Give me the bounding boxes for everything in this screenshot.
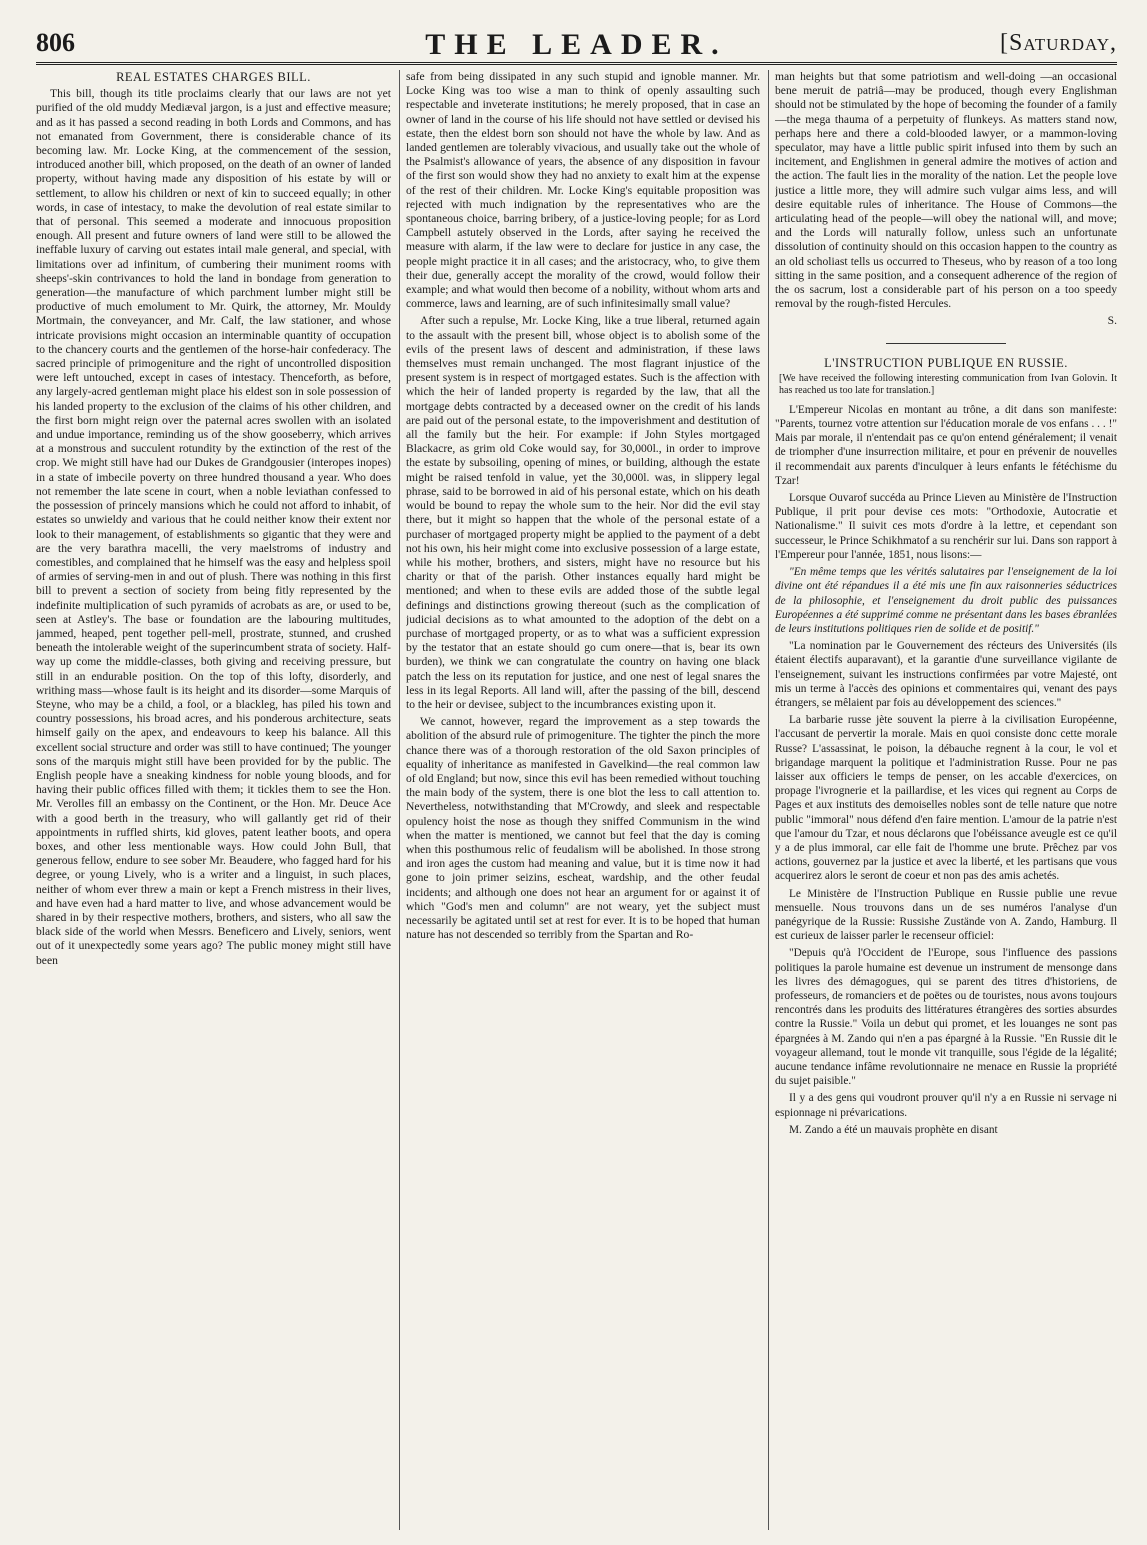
article-paragraph: La barbarie russe jète souvent la pierre à la civilisation Européenne, l'accusant de pervertir la morale. Mais en quoi consiste donc cette morale Russe? L'assassinat, le poison, la débauche regnent à la cour, le vol et brigandage marquent la politique et l'administration Russe. Pour ne pas laisser aux officiers le temps de penser, on les accable d'exercices, on propage l'ivrognerie et la paillardise, et les vices qui regnent au Corps de Pages et aux instituts des demoiselles nobles sont de telle nature que notre public "immoral" nous défend d'en faire mention. L'amour de la patrie n'est que l'amour du Tzar, et nous déclarons que l'obéissance aveugle est ce qu'il y a de plus immoral, car elle fait de l'homme une brute. Prêchez par vos actions, gouvernez par la justice et avec la liberté, et les partisans que vous acquerirez alors le seront de coeur et non pas des amis achetés. bbox=[775, 714, 1117, 883]
article-heading: L'INSTRUCTION PUBLIQUE EN RUSSIE. bbox=[824, 355, 1068, 370]
newspaper-title: THE LEADER. bbox=[425, 28, 728, 61]
article-paragraph: Le Ministère de l'Instruction Publique en Russie publie une revue mensuelle. Nous trouvons dans un de ses numéros l'analyse d'un panégyrique de la Russie: Russishe Zustände von A. Zando, Hamburg. Il est curieux de laisser parler le recenseur officiel: bbox=[775, 887, 1117, 943]
article-heading: REAL ESTATES CHARGES BILL. bbox=[116, 70, 311, 84]
article-paragraph: After such a repulse, Mr. Locke King, like a true liberal, returned again to the assault with the present bill, whose object is to abolish some of the evils of the present laws of descent and administration, if these laws themselves must remain unchanged. The most flagrant injustice of the present system is in respect of mortgaged estates. Such is the affection with which the heir of landed property is regarded by the law, that all the mortgage debts contracted by a deceased owner on the credit of his lands are paid out of the personal estate, to the impoverishment and destitution of all the family but the heir. For example: if John Styles mortgaged Blackacre, as grim old Coke would say, for 30,000l., in order to improve the estate by subsoiling, opening of mines, or building, although the estate might be raised tenfold in value, yet the 30,000l. was, in slippery legal phrase, said to be borrowed in aid of his personal estate, which on his death would be bound to repay the whole sum to the heir. Nor did the evil stay there, but it might so happen that the whole of the personal estate of a purchaser of mortgaged property might be applied to the payment of a debt not his own, his heir might come into exclusive possession of a large estate, while his mother, brothers, and sisters, might have no resource but his charity or that of the parish. Other instances equally hard might be mentioned; and when to these evils are added those of the subtle legal definings and distinctions growing thereout (such as the complication of judicial decisions as to what amounted to the adoption of the debt on a purchase of mortgaged property, or as to what was a sufficient expression by the testator that an estate should go cum onere—that is, bear its own burden), we think we can congratulate the country on having one black patch the less on its reputation for justice, and one nest of legal snares the less in its legal Reports. All land will, after the passing of the bill, descend to the heir or devisee, subject to the incumbrances existing upon it. bbox=[406, 314, 760, 711]
editor-note: [We have received the following interesting communication from Ivan Golovin. It has reached us too late for translation.] bbox=[779, 372, 1117, 396]
masthead bbox=[36, 28, 1117, 65]
article-paragraph: L'Empereur Nicolas en montant au trône, a dit dans son manifeste: "Parents, tournez votre attention sur l'éducation morale de vos enfans . . . !" Mais par morale, il n'entendait pas ce qu'on entend généralement; il venait de triompher d'une insurrection militaire, et pour en prévenir de nouvelles il recommendait aux parents d'inculquer à leurs enfants le fétéchisme du Tzar! bbox=[775, 403, 1117, 487]
column-rule bbox=[768, 70, 769, 1530]
article-paragraph: This bill, though its title proclaims clearly that our laws are not yet purified of the old muddy Mediæval jargon, is a just and effective measure; and as it has passed a second reading in both Lords and Commons, and has not emanated from Government, there is considerable chance of its becoming law. Mr. Locke King, at the commencement of the session, introduced another bill, which proposed, on the death of an owner of landed property, without having made any disposition of his estate by will or settlement, to allow his children or next of kin to succeed equally; in other words, in case of intestacy, to make the devolution of real estate similar to that of personal. This seemed a moderate and innocuous proposition enough. All present and future owners of land were still to be allowed the ineffable luxury of carving out estates intail male general, and special, with limitations over ad infinitum, of cumbering their muniment rooms with sheeps'-skin contrivances to hold the land in bondage from generation to generation—the manufacture of which parchment lumber might still be productive of much emolument to Mr. Quirk, the attorney, Mr. Mouldy Mortmain, the conveyancer, and Mr. Calf, the law stationer, and whose intricate provisions might occasion an interminable quantity of occupation to the chancery courts and the gentlemen of the horse-hair confederacy. The sacred principle of primogeniture and the right of uncontrolled disposition were left untouched, except in cases of intestacy. Thenceforth, as before, any largely-acred gentleman might place his eldest son in sole possession of his landed property to the exclusion of the claims of his other children, and the first born might reign over the paternal acres swollen with an isolated and undue importance, reminding us of the show gooseberry, which arrives at a monstrous and succulent rotundity by the extinction of the rest of the crop. We might still have had our Dukes de Grandgousier (interopes inopes) in a state of imbecile poverty on three hundred thousand a year. Who does not remember the late scene in court, when a noble leviathan confessed to the possession of princely mansions which he could not afford to inhabit, of estates so unwieldy and various that he could neither know their extent nor look to their management, of establishments so gigantic that they were and are the very barathra macelli, the very maelstroms of industry and comestibles, and complained that he himself was the easy and helpless spoil of armies of serving-men in and out of plush. There was nothing in this first bill to prevent a section of society from being fitly represented by the indefinite multiplication of such pyramids of acrobats as are, or used to be, seen at Astley's. The base or foundation are the labouring multitudes, jammed, heaped, pent together pell-mell, prostrate, stunned, and crushed beneath the intolerable weight of the superincumbent strata of society. Half-way up come the middle-classes, both giving and receiving pressure, but still in an endurable position. On the top of this lofty, disorderly, and writhing mass—whose fault is its height and its disorder—some Marquis of Steyne, who may be a child, a fool, or a blackleg, has piled his town and country possessions, his broad acres, and his ponderous architecture, seats himself gaily on the apex, and endeavours to keep his balance. All this excellent social structure and order was still to have continued; The younger sons of the marquis might still have been provided for by the public. The English people have a sneaking kindness for noble young bloods, and for having their public offices filled with them; it tickles them to see the Hon. Mr. Verolles fill an embassy on the Continent, or the Hon. Mr. Deuce Ace with a good berth in the treasury, who will gallantly get rid of their appointments in ruffled shirts, kid gloves, patent leather boots, and opera boxes, and other less mentionable ways. How could John Bull, that generous fellow, endure to see sober Mr. Beaudere, who fagged hard for his degree, or young Lively, who is a writer and a linguist, in such places, neither of whom ever threw a main or kept a French mistress in their lives, and have even had a hard matter to live, and whose advancement would be shared in by their respective mothers, brothers, and sisters, who all saw the black side of the world when Messrs. Beneficero and Lively, seniors, went out of it unexpectedly some years ago? The public money might still have been bbox=[36, 87, 391, 967]
article-paragraph: Il y a des gens qui voudront prouver qu'il n'y a en Russie ni servage ni espionnage ni prévarications. bbox=[775, 1092, 1117, 1119]
article-paragraph: "La nomination par le Gouvernement des récteurs des Universités (ils étaient électifs auparavant), et la garantie d'une surveillance vigilante de l'enseignement, suivant les instructions confirmées par votre Majesté, ont mis un terme à l'accès des opinions et commentaires qui, venant des pays étrangers, se mêlaient par fois au développement des sciences." bbox=[775, 640, 1117, 709]
article-paragraph: man heights but that some patriotism and well-doing —an occasional bene meruit de patriâ—may be produced, though every Englishman should not be stimulated by the hope of becoming the founder of a family—the mega thauma of a perpetuity of flunkeys. As matters stand now, perhaps here and there a cold-blooded lawyer, or a mammon-loving speculator, may have a little public spirit infused into them by such an incitement, and Englishmen in general admire the motives of action and the action. The fault lies in the morality of the nation. Let the people love justice a little more, they will admire such vulgar aims less, and will desire equitable rules of inheritance. The House of Commons—the articulating head of the people—will obey the national will, and move; and the Lords will naturally follow, unless such an unfortunate dissolution of continuity should on this occasion happen to the country as an old scholiast tells us occurred to Theseus, who by reason of a too long sitting in the same position, and a consequent adherence of the region of the os sacrum, lost a considerable part of his person on a too speedy removal by the rough-fisted Hercules. bbox=[775, 70, 1117, 311]
author-signature: S. bbox=[1107, 314, 1117, 328]
column-1 bbox=[36, 70, 391, 1530]
french-article bbox=[775, 403, 1117, 1137]
article-columns bbox=[36, 70, 1117, 1530]
article-paragraph: safe from being dissipated in any such stupid and ignoble manner. Mr. Locke King was too wise a man to think of openly assaulting such respectable and inveterate institutions; he merely proposed, that in case an owner of land in the course of his life should not have settled or devised his estate, then the eldest born son should not have the whole by law. And as landed gentlemen are tolerably vivacious, and usually take out the whole of the Psalmist's allowance of years, the absence of any disposition in favour of the first son would show they had no anxiety to exalt him at the expense of the rest of their children. Mr. Locke King's equitable proposition was rejected with much indignation by the representatives who are the spontaneous choice, barring bribery, of a justice-loving people; for as Lord Campbell astutely observed in the Lords, after saying he received the measure with alarm, if the law were to declare for justice in any case, the people might practice it in all cases; and the aristocracy, who, to give them their due, generally accept the morality of the crowd, would follow their example; and what would then become of a nobility, without whom arts and commerce, laws and learning, are of such infinitesimally small value? bbox=[406, 70, 760, 311]
quoted-paragraph: "En même temps que les vérités salutaires par l'enseignement de la loi divine ont été répandues il a été mis une fin aux raisonneries séductrices de la philosophie, et l'enseignement du droit public des puissances Européennes a été supprimé comme ne présentant dans les bases ébranlées de leurs institutions politiques rien de solide et de positif." bbox=[775, 566, 1117, 635]
issue-day: [Saturday, bbox=[999, 30, 1117, 56]
column-2 bbox=[406, 70, 760, 1530]
column-3 bbox=[775, 70, 1117, 1530]
column-rule bbox=[399, 70, 400, 1530]
section-divider bbox=[886, 343, 1006, 344]
article-paragraph: "Depuis qu'à l'Occident de l'Europe, sous l'influence des passions politiques la parole humaine est devenue un instrument de mensonge dans les livres des démagogues, qui se parent des titres d'historiens, de professeurs, de romanciers et de poëtes ou de touristes, nous avons toujours rencontrés dans les produits des littératures étrangères des sorties absurdes contre la Russie." Voila un debut qui promet, et les louanges ne sont pas épargnées à M. Zando qui n'en a pas épargné à la Russie. "En Russie dit le voyageur allemand, tout le monde vit tranquille, sous l'égide de la légalité; aucune tendance infâme revolutionnaire ne menace en Russie la propriété du sujet paisible." bbox=[775, 947, 1117, 1088]
page-number: 806 bbox=[36, 28, 75, 57]
article-paragraph: M. Zando a été un mauvais prophète en disant bbox=[789, 1123, 998, 1136]
article-paragraph: Lorsque Ouvarof succéda au Prince Lieven au Ministère de l'Instruction Publique, il prit pour devise ces mots: "Orthodoxie, Autocratie et Nationalisme." Il suivit ces mots d'ordre à la lettre, et cependant son successeur, le Prince Schikhmatof a su renchérir sur lui. Dans son rapport à l'Empereur pour l'année, 1851, nous lisons:— bbox=[775, 492, 1117, 561]
article-paragraph: We cannot, however, regard the improvement as a step towards the abolition of the absurd rule of primogeniture. The tighter the pinch the more chance there was of a thorough restoration of the old Saxon principles of equality of inheritance as manifested in Gavelkind—the real common law of old England; but now, since this evil has been remedied without touching the main body of the system, there is one blot the less to call attention to. Nevertheless, notwithstanding that M'Crowdy, and sleek and respectable opulency hoist the nose as though they sniffed Communism in the wind when the matter is mentioned, we cannot but feel that the day is coming when this posthumous relic of feudalism will be abolished. In those strong and iron ages the custom had meaning and value, but it is time now it had gone to join primer seizins, escheat, wardship, and the other feudal incidents; and although one does not hear an argument for or against it of which "God's men and column" are not weary, yet the subject must necessarily be agitated until set at rest for ever. It is to be hoped that human nature has not descended so terribly from the Spartan and Ro- bbox=[406, 715, 760, 942]
